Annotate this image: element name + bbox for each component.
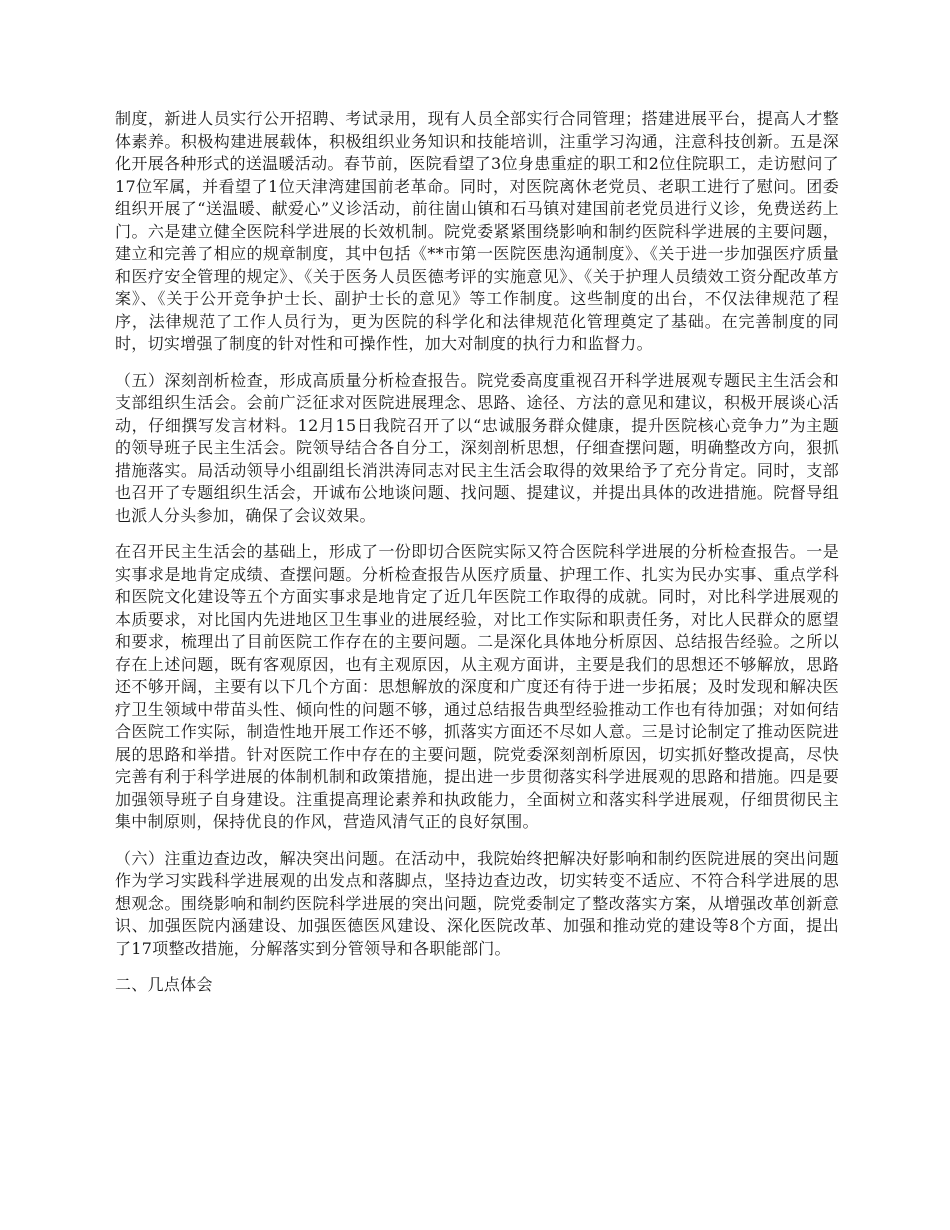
paragraph-analysis-report: 在召开民主生活会的基础上，形成了一份即切合医院实际又符合医院科学进展的分析检查报告。一是实事求是地肯定成绩、查摆问题。分析检查报告从医疗质量、护理工作、扎实为民办实事、重点学科和医院文化建设等五个方面实事求是地肯定了近几年医院工作取得的成就。同时，对比科学进展观的本质要求，对比国内先进地区卫生事业的进展经验，对比工作实际和职责任务，对比人民群众的愿望和要求，梳理出了目前医院工作存在的主要问题。二是深化具体地分析原因、总结报告经验。之所以存在上述问题，既有客观原因，也有主观原因，从主观方面讲，主要是我们的思想还不够解放，思路还不够开阔，主要有以下几个方面：思想解放的深度和广度还有待于进一步拓展；及时发现和解决医疗卫生领域中带苗头性、倾向性的问题不够，通过总结报告典型经验推动工作也有待加强；对如何结合医院工作实际，制造性地开展工作还不够，抓落实方面还不尽如人意。三是讨论制定了推动医院进展的思路和举措。针对医院工作中存在的主要问题，院党委深刻剖析原因，切实抓好整改提高，尽快完善有利于科学进展的体制机制和政策措施，提出进一步贯彻落实科学进展观的思路和措施。四是要加强领导班子自身建设。注重提高理论素养和执政能力，全面树立和落实科学进展观，仔细贯彻民主集中制原则，保持优良的作风，营造风清气正的良好氛围。 <box>115 542 839 831</box>
document-page <box>115 108 839 1011</box>
paragraph-institutional-mechanism: 制度，新进人员实行公开招聘、考试录用，现有人员全部实行合同管理；搭建进展平台，提高人才整体素养。积极构建进展载体，积极组织业务知识和技能培训，注重学习沟通，注意科技创新。五是深化开展各种形式的送温暖活动。春节前，医院看望了3位身患重症的职工和2位住院职工，走访慰问了17位军属，并看望了1位天津湾建国前老革命。同时，对医院离休老党员、老职工进行了慰问。团委组织开展了“送温暖、献爱心”义诊活动，前往崮山镇和石马镇对建国前老党员进行义诊，免费送药上门。六是建立健全医院科学进展的长效机制。院党委紧紧围绕影响和制约医院科学进展的主要问题，建立和完善了相应的规章制度，其中包括《**市第一医院医患沟通制度》、《关于进一步加强医疗质量和医疗安全管理的规定》、《关于医务人员医德考评的实施意见》、《关于护理人员绩效工资分配改革方案》、《关于公开竞争护士长、副护士长的意见》等工作制度。这些制度的出台，不仅法律规范了程序，法律规范了工作人员行为，更为医院的科学化和法律规范化管理奠定了基础。在完善制度的同时，切实增强了制度的针对性和可操作性，加大对制度的执行力和监督力。 <box>115 109 839 353</box>
paragraph-section-six: （六）注重边查边改，解决突出问题。在活动中，我院始终把解决好影响和制约医院进展的突出问题作为学习实践科学进展观的出发点和落脚点，坚持边查边改，切实转变不适应、不符合科学进展的思想观念。围绕影响和制约医院科学进展的突出问题，院党委制定了整改落实方案，从增强改革创新意识、加强医院内涵建设、加强医德医风建设、深化医院改革、加强和推动党的建设等8个方面，提出了17项整改措施，分解落实到分管领导和各职能部门。 <box>115 848 839 958</box>
section-heading-experience: 二、几点体会 <box>115 975 213 994</box>
paragraph-section-five: （五）深刻剖析检查，形成高质量分析检查报告。院党委高度重视召开科学进展观专题民主生活会和支部组织生活会。会前广泛征求对医院进展理念、思路、途径、方法的意见和建议，积极开展谈心活动，仔细撰写发言材料。12月15日我院召开了以“忠诚服务群众健康，提升医院核心竞争力”为主题的领导班子民主生活会。院领导结合各自分工，深刻剖析思想，仔细查摆问题，明确整改方向，狠抓措施落实。局活动领导小组副组长消洪涛同志对民主生活会取得的效果给予了充分肯定。同时，支部也召开了专题组织生活会，开诚布公地谈问题、找问题、提建议，并提出具体的改进措施。院督导组也派人分头参加，确保了会议效果。 <box>115 370 839 525</box>
